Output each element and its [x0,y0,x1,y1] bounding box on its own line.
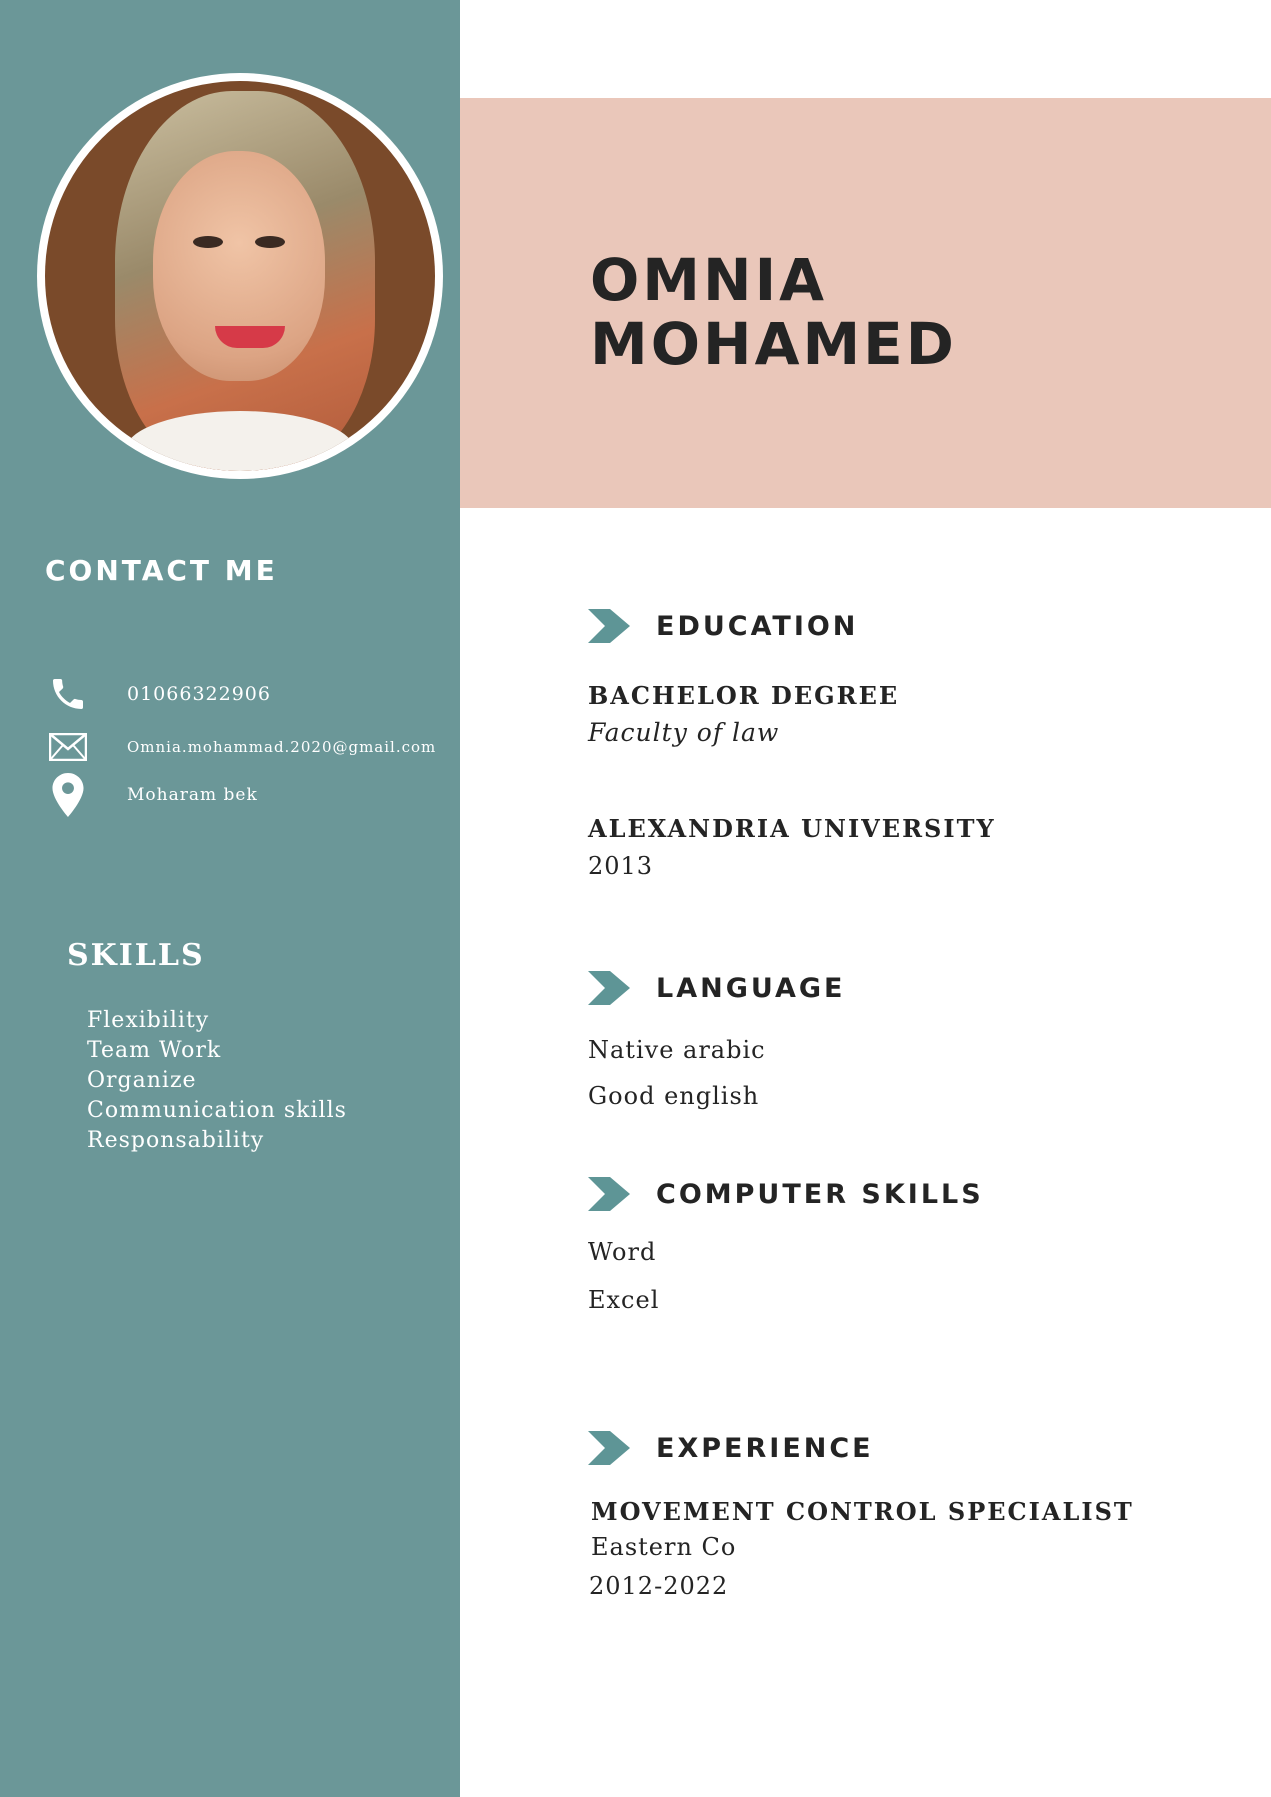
contact-location-row [40,773,258,817]
chevron-arrow-icon [588,609,630,643]
language-item: Good english [588,1082,760,1110]
experience-title: EXPERIENCE [656,1432,874,1464]
chevron-arrow-icon [588,1177,630,1211]
phone-icon [40,672,96,716]
name-banner [460,98,1271,508]
education-faculty: Faculty of law [588,718,780,747]
contact-phone-row [40,672,271,716]
chevron-arrow-icon [588,971,630,1005]
computer-skill-item: Word [588,1238,657,1266]
computer-skills-title: COMPUTER SKILLS [656,1178,984,1210]
skill-item: Organize [87,1068,197,1093]
first-name: OMNIA [590,246,828,314]
skill-item: Flexibility [87,1008,210,1033]
chevron-arrow-icon [588,1431,630,1465]
education-year: 2013 [588,852,654,880]
mail-icon [40,725,96,769]
education-heading [588,609,858,643]
skill-item: Team Work [87,1038,222,1063]
education-degree: BACHELOR DEGREE [588,681,900,710]
skill-item: Responsability [87,1128,265,1153]
language-heading [588,971,845,1005]
experience-heading [588,1431,874,1465]
experience-period: 2012-2022 [589,1572,729,1600]
location-pin-icon [40,773,96,817]
experience-role: MOVEMENT CONTROL SPECIALIST [591,1497,1134,1526]
skill-item: Communication skills [87,1098,347,1123]
skills-title: SKILLS [67,938,205,973]
contact-phone: 01066322906 [127,683,271,705]
contact-email: Omnia.mohammad.2020@gmail.com [127,738,437,756]
contact-title: CONTACT ME [45,554,278,587]
profile-photo [45,81,435,471]
contact-email-row [40,725,437,769]
education-title: EDUCATION [656,610,859,642]
full-name [590,248,957,376]
computer-skill-item: Excel [588,1286,660,1314]
education-university: ALEXANDRIA UNIVERSITY [588,814,996,843]
experience-company: Eastern Co [591,1533,737,1561]
computer-skills-heading [588,1177,984,1211]
last-name: MOHAMED [590,310,957,378]
profile-photo-frame [37,73,443,479]
sidebar [0,0,460,1797]
language-title: LANGUAGE [656,972,846,1004]
language-item: Native arabic [588,1036,766,1064]
contact-location: Moharam bek [127,785,258,805]
skills-list [87,1006,347,1156]
